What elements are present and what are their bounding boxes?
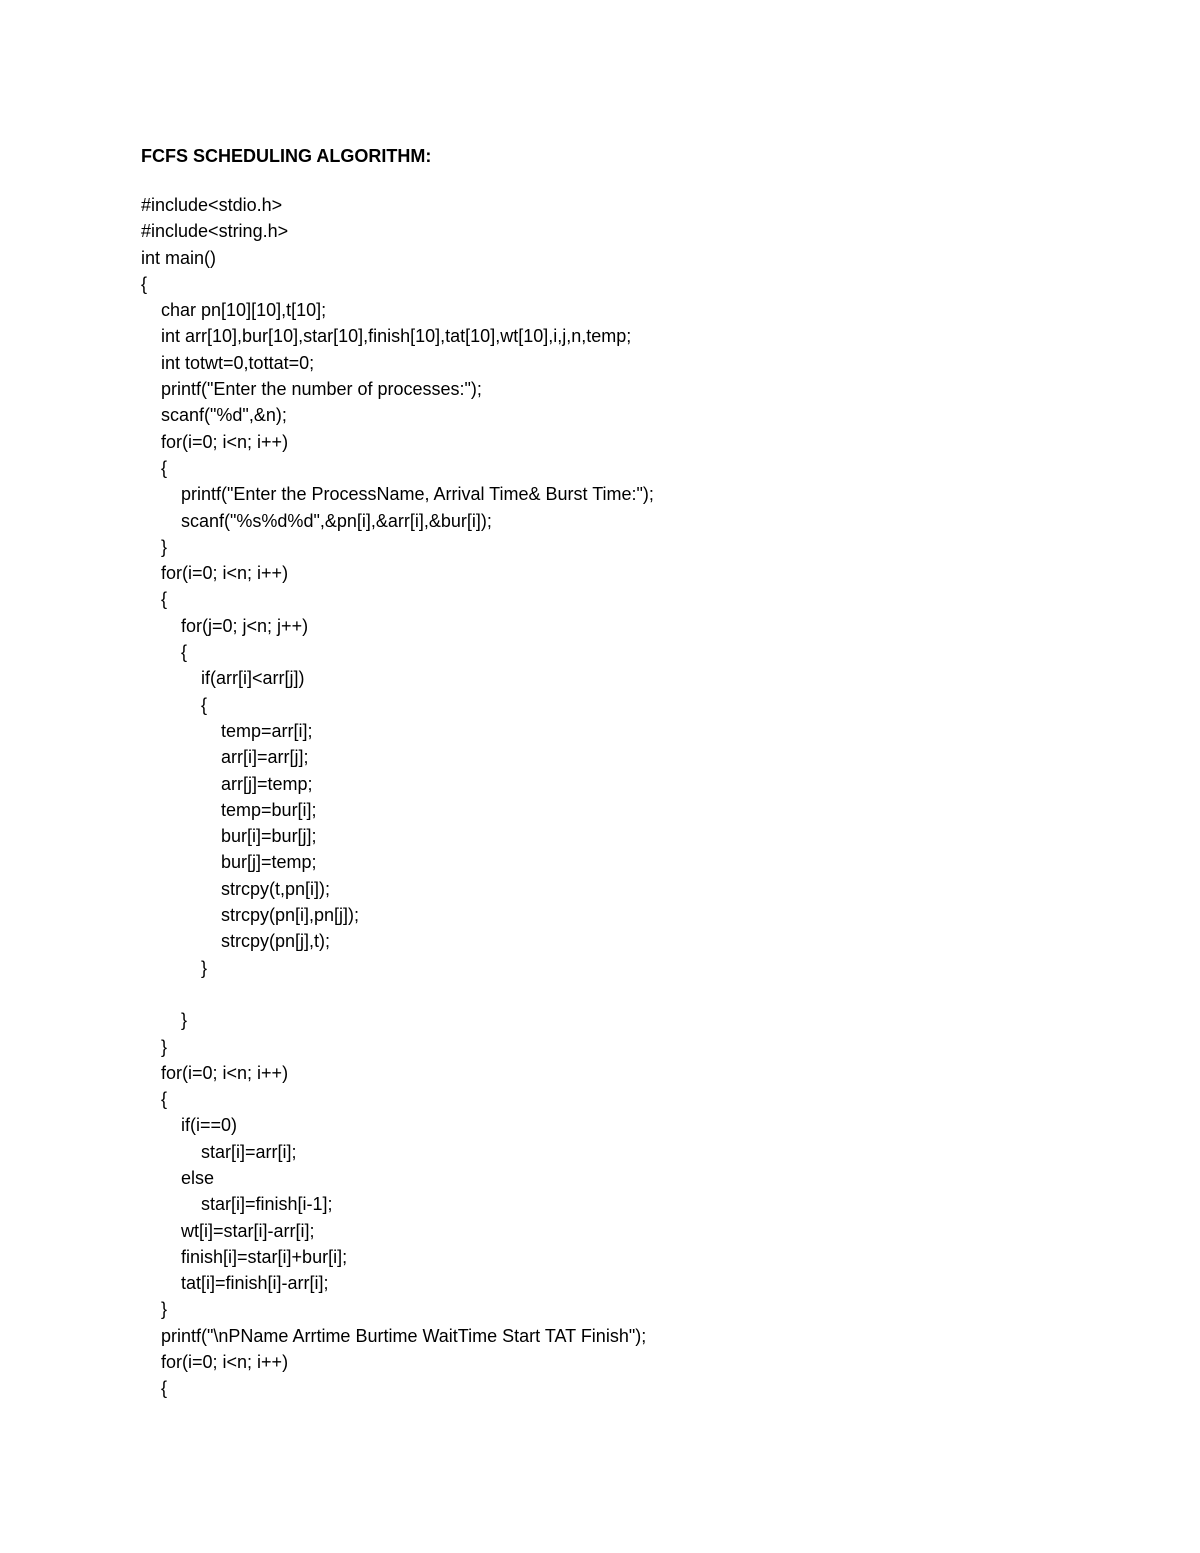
- code-line: tat[i]=finish[i]-arr[i];: [141, 1273, 329, 1294]
- code-line: for(i=0; i<n; i++): [141, 431, 289, 452]
- code-line: char pn[10][10],t[10];: [141, 300, 327, 321]
- code-line: if(arr[i]<arr[j]): [141, 668, 305, 689]
- code-line: {: [141, 589, 168, 610]
- code-line: }: [141, 957, 208, 978]
- code-line: #include<stdio.h>: [141, 195, 283, 215]
- code-line: printf("\nPName Arrtime Burtime WaitTime Start TAT Finish");: [141, 1325, 647, 1346]
- code-line: temp=arr[i];: [141, 720, 313, 741]
- code-line: printf("Enter the number of processes:");: [141, 379, 482, 400]
- code-line: #include<string.h>: [141, 221, 289, 242]
- code-line: }: [141, 536, 168, 557]
- code-line: star[i]=finish[i-1];: [141, 1194, 333, 1215]
- code-line: else: [141, 1167, 215, 1188]
- code-block: [141, 192, 1141, 1402]
- code-line: for(i=0; i<n; i++): [141, 563, 289, 584]
- code-line: {: [141, 642, 188, 663]
- code-line: wt[i]=star[i]-arr[i];: [141, 1220, 315, 1241]
- code-line: bur[j]=temp;: [141, 852, 317, 873]
- code-line: {: [141, 1089, 168, 1110]
- code-line: arr[j]=temp;: [141, 773, 313, 794]
- code-line: star[i]=arr[i];: [141, 1141, 297, 1162]
- code-line: int arr[10],bur[10],star[10],finish[10],tat[10],wt[10],i,j,n,temp;: [141, 326, 632, 347]
- code-line: arr[i]=arr[j];: [141, 747, 309, 768]
- code-line: if(i==0): [141, 1115, 238, 1136]
- document-title: FCFS SCHEDULING ALGORITHM:: [141, 146, 432, 166]
- code-line: for(i=0; i<n; i++): [141, 1062, 289, 1083]
- code-line: [141, 981, 1141, 1007]
- code-line: {: [141, 694, 208, 715]
- code-line: scanf("%s%d%d",&pn[i],&arr[i],&bur[i]);: [141, 510, 492, 531]
- code-line: finish[i]=star[i]+bur[i];: [141, 1246, 348, 1267]
- code-line: }: [141, 1299, 168, 1320]
- code-line: {: [141, 1378, 168, 1399]
- code-line: strcpy(pn[i],pn[j]);: [141, 905, 360, 926]
- code-line: int totwt=0,tottat=0;: [141, 352, 315, 373]
- code-line: {: [141, 273, 148, 294]
- code-line: for(i=0; i<n; i++): [141, 1352, 289, 1373]
- code-line: int main(): [141, 247, 217, 268]
- code-line: }: [141, 1010, 188, 1031]
- code-line: temp=bur[i];: [141, 799, 317, 820]
- code-line: strcpy(pn[j],t);: [141, 931, 331, 952]
- code-line: bur[i]=bur[j];: [141, 826, 317, 847]
- code-line: for(j=0; j<n; j++): [141, 615, 309, 636]
- code-line: printf("Enter the ProcessName, Arrival Time& Burst Time:");: [141, 484, 654, 505]
- code-line: }: [141, 1036, 168, 1057]
- code-line: scanf("%d",&n);: [141, 405, 287, 426]
- code-line: strcpy(t,pn[i]);: [141, 878, 331, 899]
- code-line: {: [141, 457, 168, 478]
